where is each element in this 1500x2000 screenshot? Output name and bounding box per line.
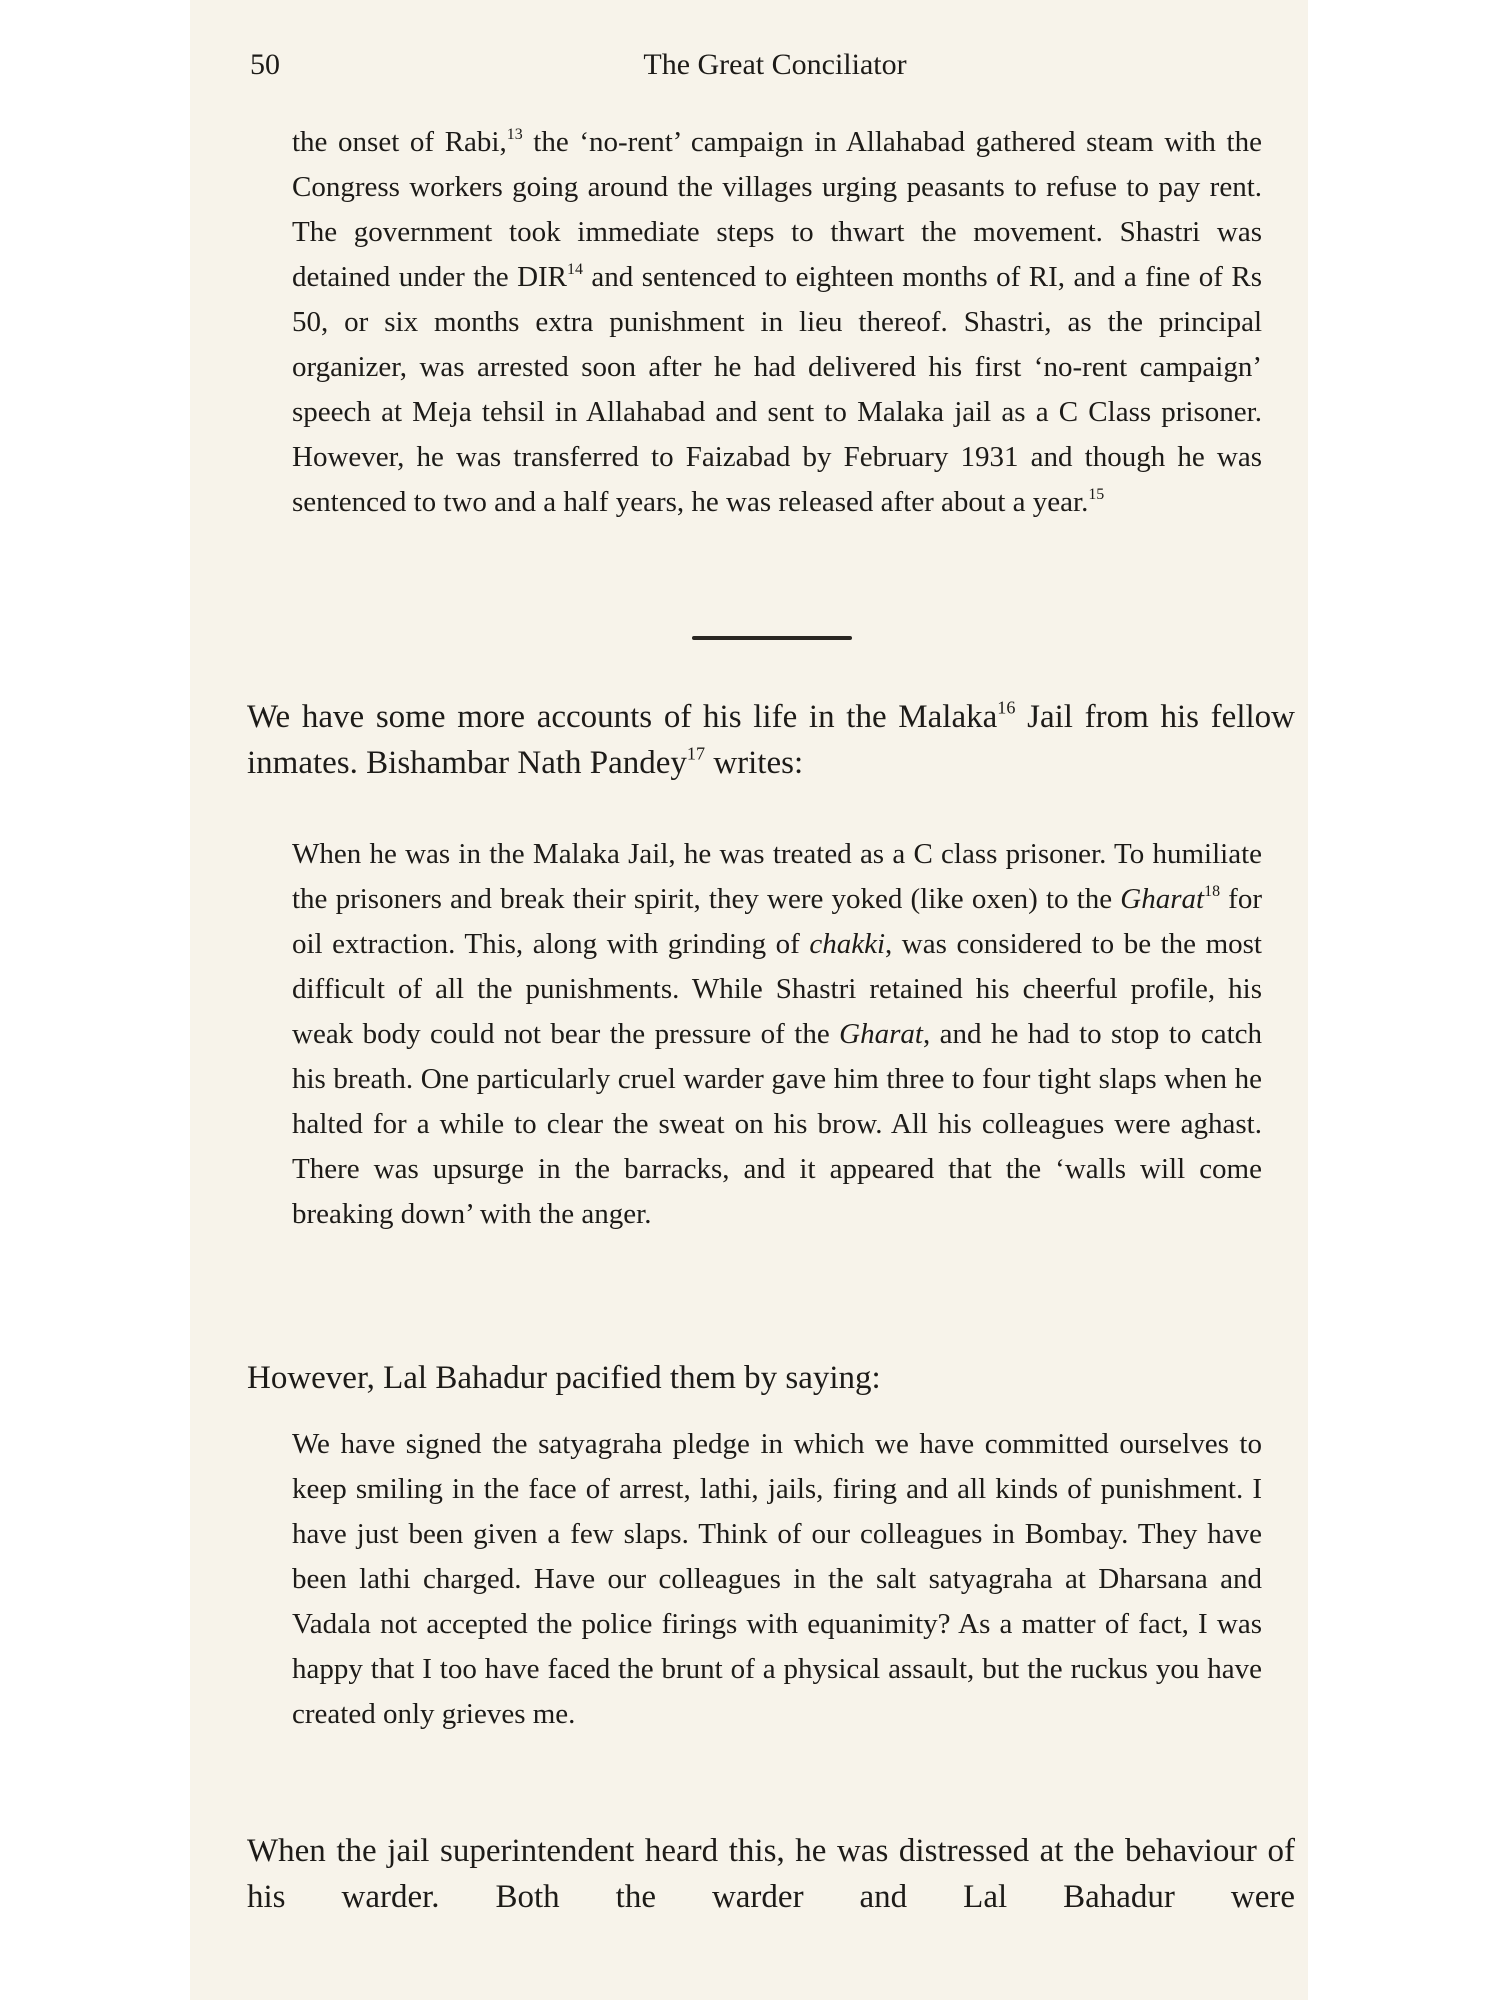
quote-paragraph: We have signed the satyagraha pledge in which we have committed ourselves to keep smiling in the face of arrest, lathi, jails, firing and all kinds of punishment. I have just been given a few slaps. Think of our colleagues in Bombay. They have been lathi charged. Have our colleagues in the salt satyagraha at Dharsana and Vadala not accepted the police firings with equanimity? As a matter of fact, I was happy that I too have faced the brunt of a physical assault, but the ruckus you have created only grieves me. — [292, 1428, 1262, 1730]
quoted-passage-3 — [292, 1422, 1262, 1737]
text-run: the ‘no-rent’ campaign in Allahabad gathered steam with the Congress workers going around the villages urging peasants to refuse to pay rent. The government took immediate steps to thwart the movement. Shastri was detained under the DIR — [292, 126, 1262, 293]
text-run: Jail from his fellow inmates. Bishambar Nath Pandey — [247, 699, 1295, 781]
quoted-passage-2 — [292, 832, 1262, 1237]
body-paragraph-2 — [247, 1355, 1295, 1401]
footnote-ref-14: 14 — [567, 261, 583, 279]
footnote-ref-15: 15 — [1088, 486, 1105, 504]
body-text — [247, 694, 1295, 786]
body-paragraph-3 — [247, 1828, 1295, 1920]
body-text: When the jail superintendent heard this, he was distressed at the behaviour of his warder. Both the warder and Lal Bahadur were — [247, 1833, 1295, 1915]
body-text: However, Lal Bahadur pacified them by saying: — [247, 1360, 881, 1396]
text-run: and sentenced to eighteen months of RI, and a fine of Rs 50, or six months extra punishment in lieu thereof. Shastri, as the principal organizer, was arrested soon after he had delivered his first ‘no-rent campaign’ speech at Meja tehsil in Allahabad and sent to Malaka jail as a C Class prisoner. However, he was transferred to Faizabad by February 1931 and though he was sentenced to two and a half years, he was released after about a year. — [292, 261, 1262, 518]
text-run: for oil extraction. This, along with grinding of — [292, 883, 1262, 960]
text-run: , and he had to stop to catch his breath. One particularly cruel warder gave him three to four tight slaps when he halted for a while to clear the sweat on his brow. All his colleagues were aghast. There was upsurge in the barracks, and it appeared that the ‘walls will come breaking down’ with the anger. — [292, 1018, 1263, 1230]
footnote-ref-16: 16 — [997, 697, 1016, 718]
body-paragraph-1 — [247, 694, 1295, 786]
text-run: When he was in the Malaka Jail, he was treated as a C class prisoner. To humiliate the prisoners and break their spirit, they were yoked (like oxen) to the — [292, 838, 1262, 915]
text-run: the onset of Rabi, — [292, 126, 507, 158]
section-divider — [692, 636, 852, 640]
footnote-ref-17: 17 — [686, 743, 706, 764]
footnote-ref-18: 18 — [1204, 883, 1221, 901]
text-run: writes: — [705, 745, 804, 781]
italic-term: Gharat — [839, 1018, 923, 1050]
page-number: 50 — [250, 48, 280, 81]
text-run: , was considered to be the most difficult of all the punishments. While Shastri retained his cheerful profile, his weak body could not bear the pressure of the — [292, 928, 1262, 1050]
italic-term: Gharat — [1120, 883, 1205, 915]
running-title: The Great Conciliator — [643, 48, 907, 81]
text-run: We have some more accounts of his life in the Malaka — [247, 699, 998, 735]
running-header — [250, 48, 1300, 88]
quoted-passage-1 — [292, 120, 1262, 525]
quote-paragraph — [292, 120, 1262, 525]
footnote-ref-13: 13 — [506, 126, 523, 144]
quote-paragraph — [292, 832, 1262, 1237]
italic-term: chakki — [809, 928, 885, 960]
